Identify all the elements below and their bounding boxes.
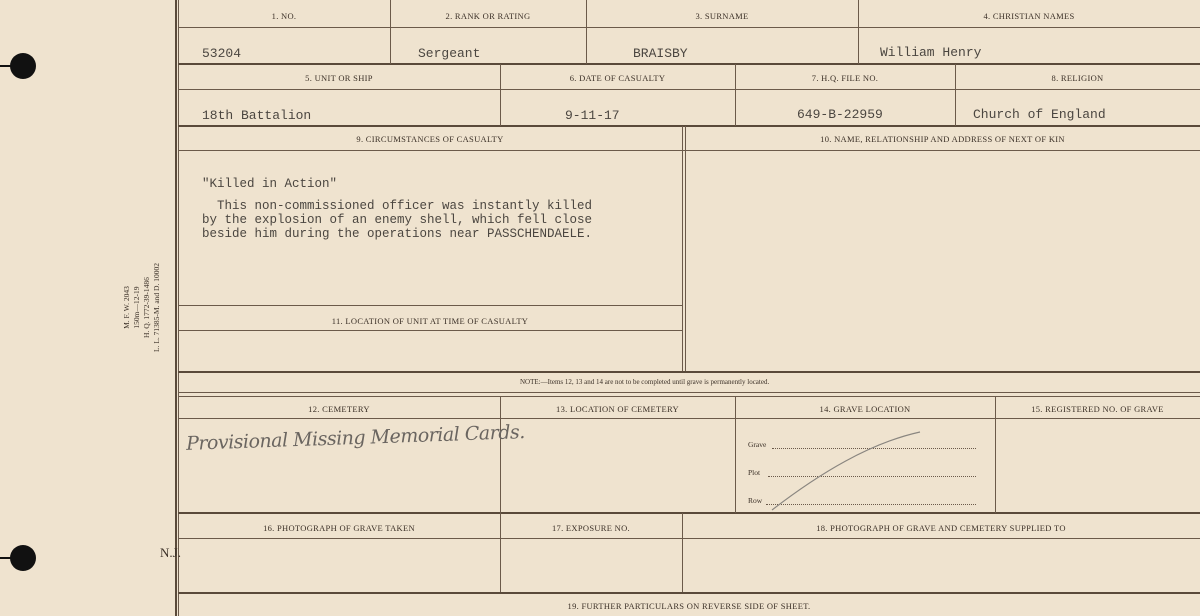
- note-top-line: [178, 371, 1200, 373]
- heading-religion: 8. RELIGION: [1051, 73, 1104, 83]
- row-label: Row: [748, 496, 763, 505]
- heading-date: 6. DATE OF CASUALTY: [569, 73, 666, 83]
- punch-slot-top: [0, 65, 14, 67]
- grave-label: Grave: [748, 440, 767, 449]
- punch-slot-bottom: [0, 557, 14, 559]
- note-text: NOTE:—Items 12, 13 and 14 are not to be completed until grave is permanently located.: [520, 378, 770, 386]
- row1-bottom-line: [178, 63, 1200, 65]
- heading-registered-no: 15. REGISTERED NO. OF GRAVE: [1031, 404, 1164, 414]
- margin-mark: N.J.: [160, 545, 181, 560]
- heading-next-of-kin: 10. NAME, RELATIONSHIP AND ADDRESS OF NEXT OF KIN: [820, 134, 1065, 144]
- heading-file: 7. H.Q. FILE NO.: [811, 73, 879, 83]
- divider: [682, 126, 683, 372]
- circumstances-title: "Killed in Action": [202, 177, 338, 191]
- surname-value: BRAISBY: [633, 46, 688, 61]
- heading-photo-supplied: 18. PHOTOGRAPH OF GRAVE AND CEMETERY SUPPLIED TO: [816, 523, 1066, 533]
- divider: [586, 0, 587, 64]
- regimental-number: 53204: [202, 46, 242, 61]
- row4-header-line: [178, 418, 1200, 419]
- form-code-line: 150m—12-19: [132, 286, 141, 329]
- row2-header-line: [178, 89, 1200, 90]
- row4-bottom-line: [178, 512, 1200, 514]
- heading-location-unit: 11. LOCATION OF UNIT AT TIME OF CASUALTY: [331, 316, 529, 326]
- form-code-line: H. Q. 1772-39-1486: [142, 277, 151, 338]
- divider: [390, 0, 391, 64]
- plot-label: Plot: [748, 468, 761, 477]
- file-number-value: 649-B-22959: [797, 107, 883, 122]
- religion-value: Church of England: [973, 107, 1106, 122]
- footer-top-line: [178, 592, 1200, 594]
- heading-grave-location: 14. GRAVE LOCATION: [819, 404, 911, 414]
- heading-exposure: 17. EXPOSURE NO.: [551, 523, 630, 533]
- heading-surname: 3. SURNAME: [695, 11, 749, 21]
- heading-location-cemetery: 13. LOCATION OF CEMETERY: [556, 404, 679, 414]
- heading-photo-taken: 16. PHOTOGRAPH OF GRAVE TAKEN: [263, 523, 415, 533]
- row3-header-line: [178, 150, 1200, 151]
- row5-header-line: [178, 538, 1200, 539]
- heading-rank: 2. RANK OR RATING: [445, 11, 531, 21]
- form-code: [122, 263, 162, 352]
- heading-christian-names: 4. CHRISTIAN NAMES: [983, 11, 1075, 21]
- note-bottom-line: [178, 392, 1200, 393]
- heading-no: 1. NO.: [271, 11, 297, 21]
- divider: [858, 0, 859, 64]
- heading-unit: 5. UNIT OR SHIP: [305, 73, 373, 83]
- cemetery-handwritten: Provisional Missing Memorial Cards.: [185, 421, 526, 455]
- heading-circumstances: 9. CIRCUMSTANCES OF CASUALTY: [356, 134, 504, 144]
- footer-text: 19. FURTHER PARTICULARS ON REVERSE SIDE OF SHEET.: [567, 601, 811, 611]
- divider: [685, 126, 686, 372]
- row1-header-line: [178, 27, 1200, 28]
- section11-header-line: [178, 330, 682, 331]
- row2-bottom-line: [178, 125, 1200, 127]
- circumstances-text: This non-commissioned officer was instantly killed by the explosion of an enemy shell, which fell close beside him during the operations near PASSCHENDAELE.: [202, 199, 593, 241]
- form-code-line: M. F. W. 2043: [122, 286, 131, 329]
- section11-top-line: [178, 305, 682, 306]
- pencil-strike-mark: [760, 428, 940, 514]
- form-left-border: [175, 0, 177, 616]
- row4-top-line: [178, 396, 1200, 397]
- heading-cemetery: 12. CEMETERY: [308, 404, 370, 414]
- unit-value: 18th Battalion: [202, 108, 312, 123]
- rank-value: Sergeant: [418, 46, 481, 61]
- christian-names-value: William Henry: [880, 45, 982, 60]
- form-code-line: L. L. 71385-M. and D. 10002: [152, 263, 161, 352]
- date-value: 9-11-17: [565, 108, 620, 123]
